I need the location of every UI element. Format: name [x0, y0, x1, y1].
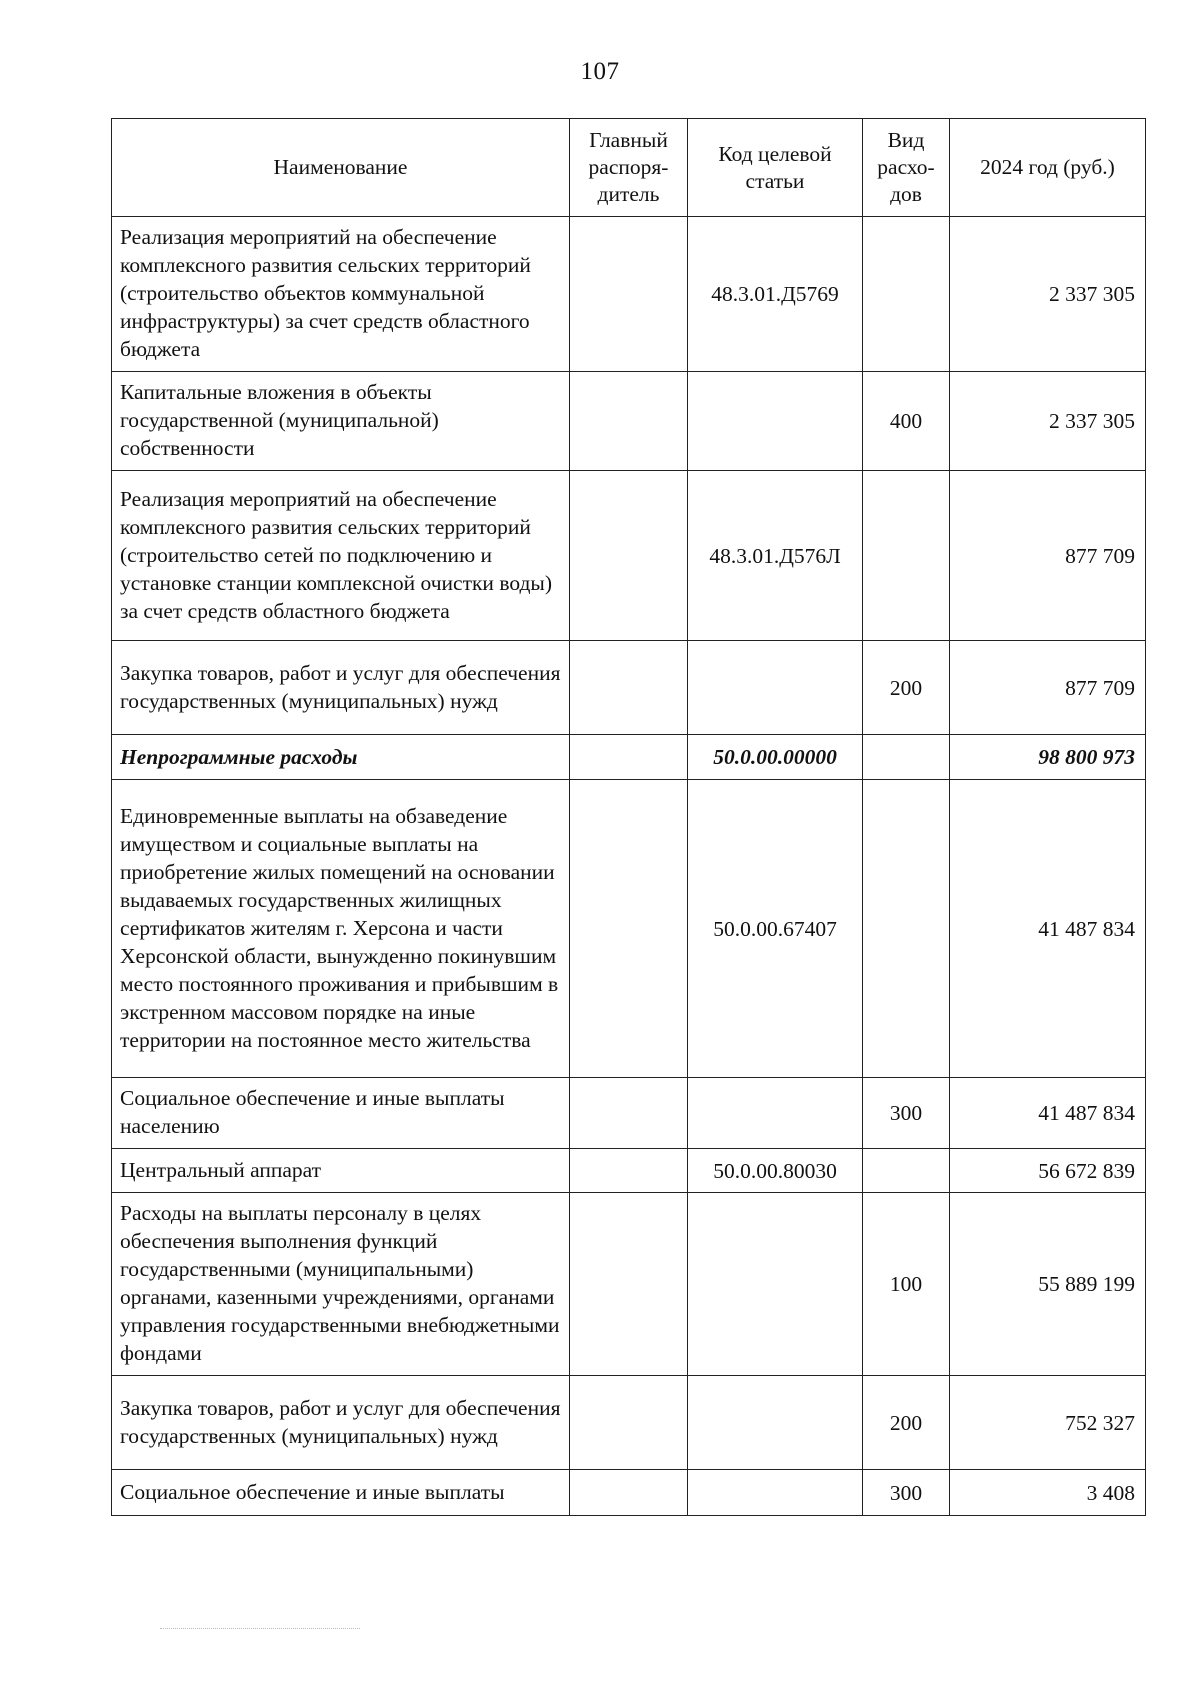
row-amount-cell: 98 800 973	[950, 735, 1146, 780]
row-amount-cell: 877 709	[950, 471, 1146, 641]
row-code-cell: 50.0.00.00000	[688, 735, 863, 780]
row-admin-cell	[570, 217, 688, 372]
row-admin-cell	[570, 1078, 688, 1149]
row-code-cell: 48.3.01.Д576Л	[688, 471, 863, 641]
table-body	[112, 217, 1146, 1516]
table-row	[112, 1376, 1146, 1470]
row-amount-cell: 877 709	[950, 641, 1146, 735]
row-amount-cell: 752 327	[950, 1376, 1146, 1470]
budget-table	[111, 118, 1146, 1516]
row-admin-cell	[570, 1149, 688, 1193]
header-amount: 2024 год (руб.)	[950, 119, 1146, 217]
header-admin: Главный распоря-дитель	[570, 119, 688, 217]
table-row	[112, 780, 1146, 1078]
row-admin-cell	[570, 1193, 688, 1376]
row-kind-cell: 300	[863, 1078, 950, 1149]
row-amount-cell: 55 889 199	[950, 1193, 1146, 1376]
row-name-cell: Единовременные выплаты на обзаведение имуществом и социальные выплаты на приобретение жилых помещений на основании выдаваемых государственных жилищных сертификатов жителям г. Херсона и части Херсонской области, вынужденно покинувшим место постоянного проживания и прибывшим в экстренном массовом порядке на иные территории на постоянное место жительства	[112, 780, 570, 1078]
row-kind-cell: 400	[863, 372, 950, 471]
row-kind-cell: 200	[863, 641, 950, 735]
row-admin-cell	[570, 780, 688, 1078]
header-code: Код целевой статьи	[688, 119, 863, 217]
row-code-cell	[688, 1193, 863, 1376]
row-name-cell: Реализация мероприятий на обеспечение комплексного развития сельских территорий (строительство объектов коммунальной инфраструктуры) за счет средств областного бюджета	[112, 217, 570, 372]
row-admin-cell	[570, 735, 688, 780]
row-admin-cell	[570, 372, 688, 471]
header-name: Наименование	[112, 119, 570, 217]
row-kind-cell	[863, 1149, 950, 1193]
row-amount-cell: 56 672 839	[950, 1149, 1146, 1193]
row-amount-cell: 2 337 305	[950, 372, 1146, 471]
row-amount-cell: 41 487 834	[950, 780, 1146, 1078]
table-row	[112, 735, 1146, 780]
page-number: 107	[580, 58, 620, 85]
row-kind-cell	[863, 217, 950, 372]
table-row	[112, 1078, 1146, 1149]
table-row	[112, 372, 1146, 471]
row-kind-cell: 100	[863, 1193, 950, 1376]
row-kind-cell: 300	[863, 1470, 950, 1516]
row-admin-cell	[570, 471, 688, 641]
table-row	[112, 1149, 1146, 1193]
table-row	[112, 641, 1146, 735]
table-row	[112, 1470, 1146, 1516]
row-code-cell	[688, 641, 863, 735]
row-code-cell: 50.0.00.80030	[688, 1149, 863, 1193]
row-admin-cell	[570, 1376, 688, 1470]
row-name-cell: Закупка товаров, работ и услуг для обеспечения государственных (муниципальных) нужд	[112, 641, 570, 735]
row-amount-cell: 3 408	[950, 1470, 1146, 1516]
row-amount-cell: 41 487 834	[950, 1078, 1146, 1149]
row-admin-cell	[570, 1470, 688, 1516]
row-name-cell: Капитальные вложения в объекты государственной (муниципальной) собственности	[112, 372, 570, 471]
row-code-cell: 48.3.01.Д5769	[688, 217, 863, 372]
row-kind-cell: 200	[863, 1376, 950, 1470]
row-code-cell	[688, 1078, 863, 1149]
scan-artifact	[160, 1628, 360, 1631]
row-name-cell: Расходы на выплаты персоналу в целях обеспечения выполнения функций государственными (муниципальными) органами, казенными учреждениями, органами управления государственными внебюджетными фондами	[112, 1193, 570, 1376]
row-admin-cell	[570, 641, 688, 735]
row-code-cell	[688, 372, 863, 471]
row-kind-cell	[863, 735, 950, 780]
row-name-cell: Социальное обеспечение и иные выплаты	[112, 1470, 570, 1516]
row-code-cell: 50.0.00.67407	[688, 780, 863, 1078]
table-row	[112, 1193, 1146, 1376]
table-row	[112, 217, 1146, 372]
row-name-cell: Закупка товаров, работ и услуг для обеспечения государственных (муниципальных) нужд	[112, 1376, 570, 1470]
row-name-cell: Реализация мероприятий на обеспечение комплексного развития сельских территорий (строительство сетей по подключению и установке станции комплексной очистки воды) за счет средств областного бюджета	[112, 471, 570, 641]
row-kind-cell	[863, 780, 950, 1078]
table-header-row	[112, 119, 1146, 217]
table-row	[112, 471, 1146, 641]
row-name-cell: Центральный аппарат	[112, 1149, 570, 1193]
row-name-cell: Непрограммные расходы	[112, 735, 570, 780]
row-amount-cell: 2 337 305	[950, 217, 1146, 372]
row-name-cell: Социальное обеспечение и иные выплаты населению	[112, 1078, 570, 1149]
row-kind-cell	[863, 471, 950, 641]
row-code-cell	[688, 1376, 863, 1470]
row-code-cell	[688, 1470, 863, 1516]
header-kind: Вид расхо-дов	[863, 119, 950, 217]
